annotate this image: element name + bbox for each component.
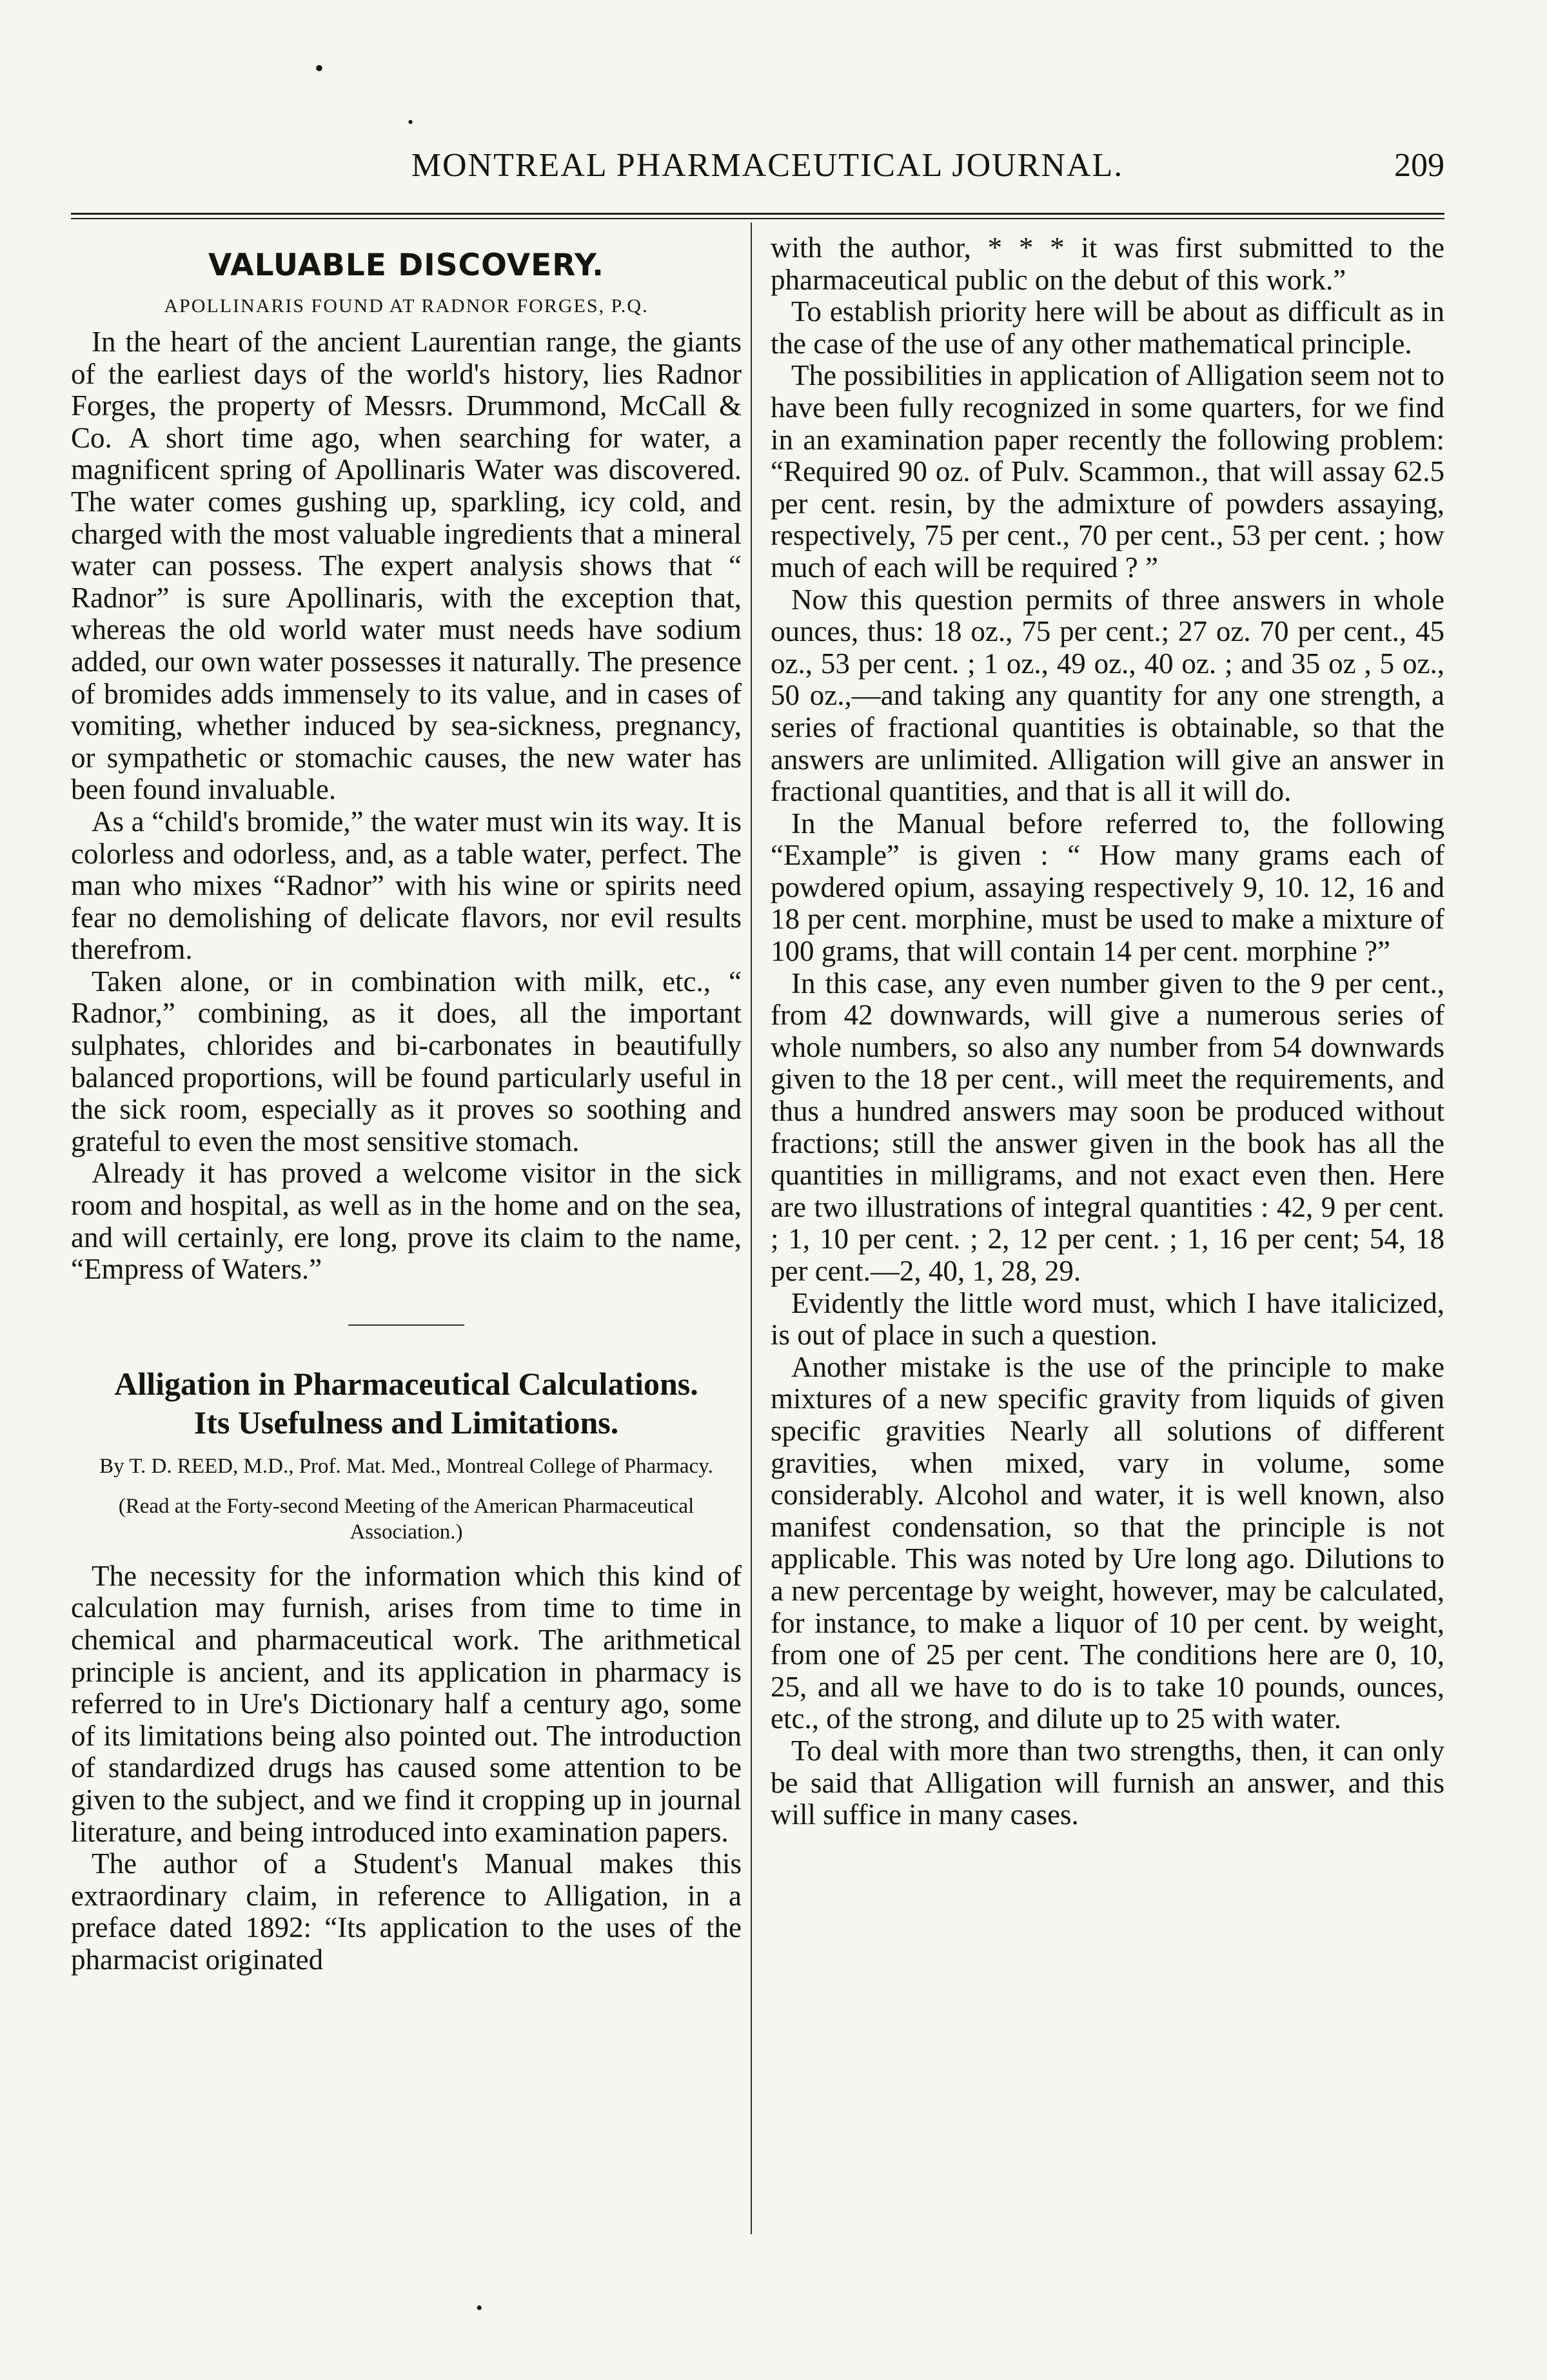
article-subtitle: APOLLINARIS FOUND AT RADNOR FORGES, P.Q. [164,295,649,317]
paragraph: The possibilities in application of Alligation seem not to have been fully recognized in some quarters, for we find in an examination paper recently the following problem: “Required 90 oz. of Pulv. Scammon., that will assay 62.5 per cent. resin, by the admixture of powders assaying, respectively, 75 per cent., 70 per cent., 53 per cent. ; how much of each will be required ? ” [771,359,1444,584]
paragraph: As a “child's bromide,” the water must win its way. It is colorless and odorless, and, as a table water, perfect. The man who mixes “Radnor” with his wine or spirits need fear no demolishing of delicate flavors, nor evil results therefrom. [71,805,742,966]
paragraph: The necessity for the information which this kind of calculation may furnish, arises from time to time in chemical and pharmaceutical work. The arithmetical principle is ancient, and its application in pharmacy is referred to in Ure's Dictionary half a century ago, some of its limitations being also pointed out. The introduction of standardized drugs has caused some attention to be given to the subject, and we find it cropping up in journal literature, and being introduced into examination papers. [71,1559,742,1848]
journal-title: MONTREAL PHARMACEUTICAL JOURNAL. [411,147,1124,184]
header-rule-thin [71,218,1444,219]
ink-speck: • [315,54,324,83]
paragraph: To establish priority here will be about as difficult as in the case of the use of any other mathematical principle. [771,295,1444,360]
article-title-line-2: Its Usefulness and Limitations. [193,1404,619,1441]
byline: By T. D. REED, M.D., Prof. Mat. Med., Montreal College of Pharmacy. [99,1454,713,1478]
paragraph: Evidently the little word must, which I have italicized, is out of place in such a question. [771,1286,1444,1352]
paragraph: In the Manual before referred to, the following “Example” is given : “ How many grams each of powdered opium, assaying respectively 9, 10. 12, 16 and 18 per cent. morphine, must be used to make a mixture of 100 grams, that will contain 14 per cent. morphine ?” [771,807,1444,968]
right-column [771,232,1444,1831]
article-title: VALUABLE DISCOVERY. [208,248,604,283]
paragraph: Now this question permits of three answers in whole ounces, thus: 18 oz., 75 per cent.; 27 oz. 70 per cent., 45 oz., 53 per cent. ; 1 oz., 49 oz., 40 oz. ; and 35 oz , 5 oz., 50 oz.,—and taking any quantity for any one strength, a series of fractional quantities is obtainable, so that the answers are unlimited. Alligation will give an answer in fractional quantities, and that is all it will do. [771,583,1444,808]
column-divider [751,222,752,2234]
paragraph: Taken alone, or in combination with milk, etc., “ Radnor,” combining, as it does, all the important sulphates, chlorides and bi-carbonates in beautifully balanced proportions, will be found particularly useful in the sick room, especially as it proves so soothing and grateful to even the most sensitive stomach. [71,965,742,1157]
paragraph: The author of a Student's Manual makes this extraordinary claim, in reference to Alligation, in a preface dated 1892: “Its application to the uses of the pharmacist originated [71,1847,742,1976]
page-number: 209 [1394,147,1444,184]
header-rule [71,213,1444,215]
paragraph: To deal with more than two strengths, then, it can only be said that Alligation will furnish an answer, and this will suffice in many cases. [771,1734,1444,1831]
paragraph: In this case, any even number given to the 9 per cent., from 42 downwards, will give a numerous series of whole numbers, so also any number from 54 downwards given to the 18 per cent., will meet the requirements, and thus a hundred answers may soon be produced without fractions; still the answer given in the book has all the quantities in milligrams, and not exact even then. Here are two illustrations of integral quantities : 42, 9 per cent. ; 1, 10 per cent. ; 2, 12 per cent. ; 1, 16 per cent; 54, 18 per cent.—2, 40, 1, 28, 29. [771,967,1444,1287]
paragraph: with the author, * * * it was first submitted to the pharmaceutical public on the debut of this work.” [771,231,1444,296]
page-header [387,143,1444,188]
article-note: (Read at the Forty-second Meeting of the American Pharmaceutical Association.) [118,1494,695,1544]
section-separator [348,1324,464,1326]
ink-speck: • [476,2297,483,2319]
left-column [71,232,742,1976]
ink-speck: • [408,113,414,132]
paragraph: In the heart of the ancient Laurentian range, the giants of the earliest days of the world's history, lies Radnor Forges, the property of Messrs. Drummond, McCall & Co. A short time ago, when searching for water, a magnificent spring of Apollinaris Water was discovered. The water comes gushing up, sparkling, icy cold, and charged with the most valuable ingredients that a mineral water can possess. The expert analysis shows that “ Radnor” is sure Apollinaris, with the exception that, whereas the old world water must needs have sodium added, our own water possesses it naturally. The presence of bromides adds immensely to its value, and in cases of vomiting, whether induced by sea-sickness, pregnancy, or sympathetic or stomachic causes, the new water has been found invaluable. [71,326,742,806]
article-title-line-1: Alligation in Pharmaceutical Calculations. [114,1365,698,1402]
paragraph: Already it has proved a welcome visitor in the sick room and hospital, as well as in the home and on the sea, and will certainly, ere long, prove its claim to the name, “Empress of Waters.” [71,1157,742,1286]
paragraph: Another mistake is the use of the principle to make mixtures of a new specific gravity from liquids of given specific gravities Nearly all solutions of different gravities, when mixed, vary in volume, some considerably. Alcohol and water, it is well known, also manifest condensation, so that the principle is not applicable. This was noted by Ure long ago. Dilutions to a new percentage by weight, however, may be calculated, for instance, to make a liquor of 10 per cent. by weight, from one of 25 per cent. The conditions here are 0, 10, 25, and all we have to do is to take 10 pounds, ounces, etc., of the strong, and dilute up to 25 with water. [771,1350,1444,1735]
